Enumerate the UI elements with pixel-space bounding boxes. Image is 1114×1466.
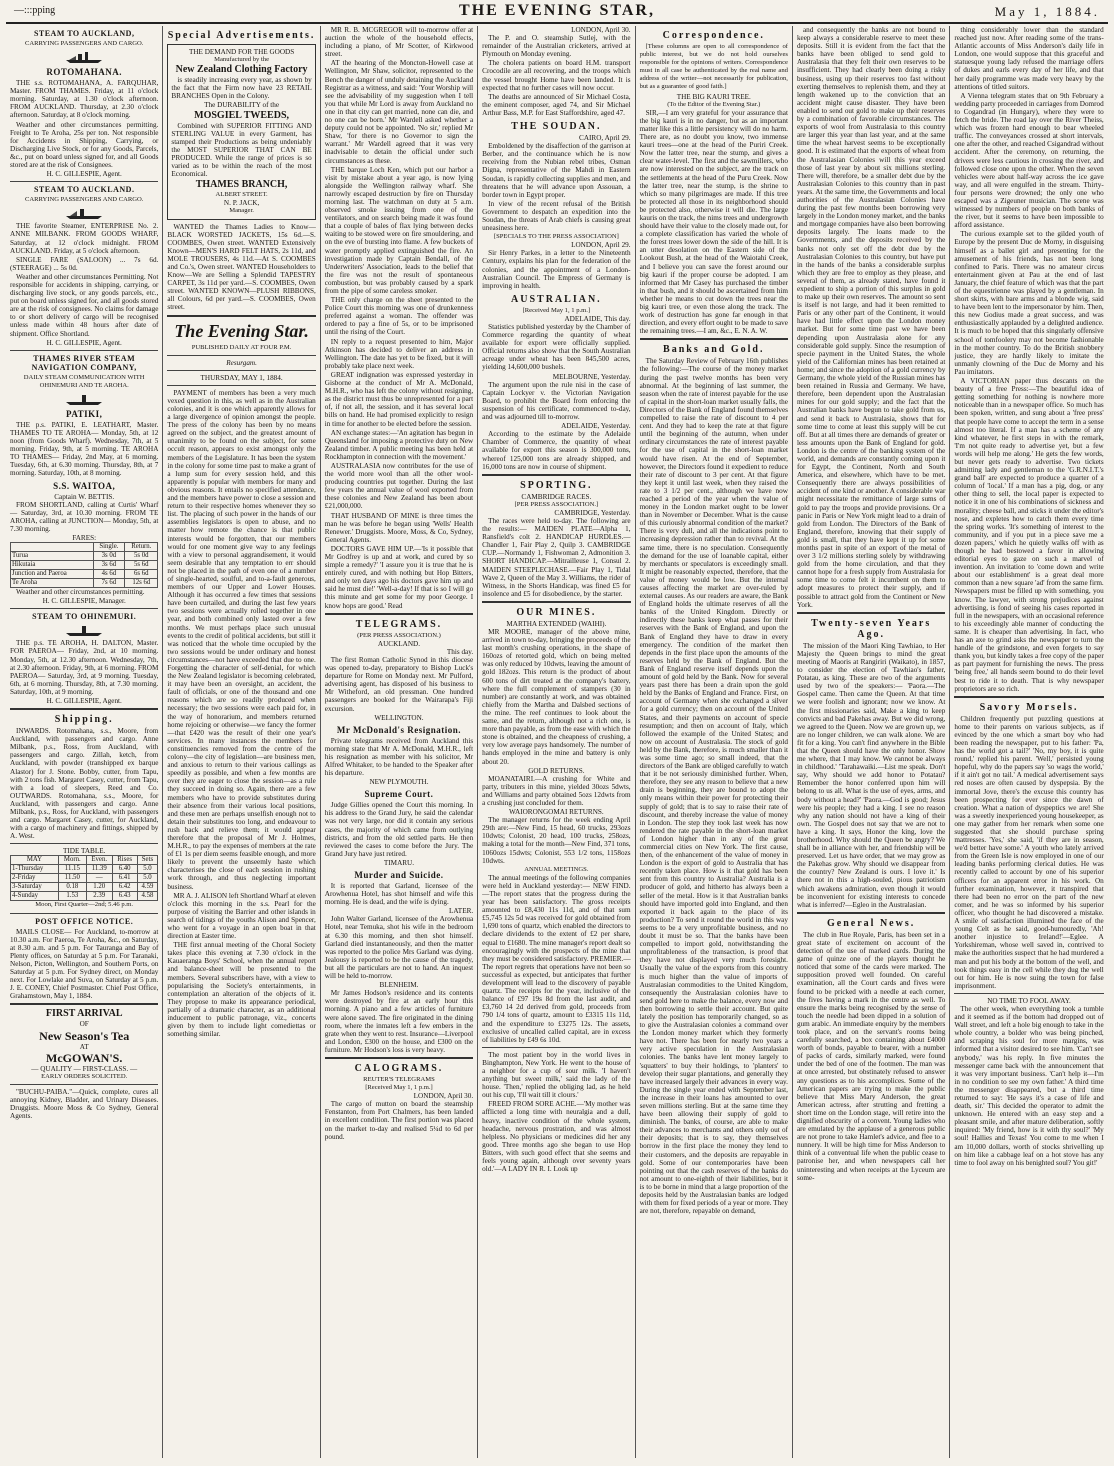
news-paragraph: FREED FROM SORE ACHE.—'My mother was afflicted a long time with neuralgia and a dull, heavy, inactive condition of the whole system, headache, nervous prostration, and was almost helpless. No physicians or medicines did her any good. Three months ago she began to use Hop Bitters, with such good effect that she seems and feels young again, although over seventy years old.'—A LADY IN R. I. Look up bbox=[482, 1100, 631, 1174]
table-row bbox=[11, 874, 158, 883]
mosgiel-text: Combined with SUPERIOR FITTING AND STERLING VALUE in every Garment, has stamped their Productions as being undeniably the MOST SUPERIOR THAT CAN BE PRODUCED. While the range of prices is so varied as to be within the reach of the most Economical. bbox=[171, 121, 312, 179]
tide-header-cell: Even. bbox=[86, 856, 112, 865]
twenty-seven-years-heading: Twenty-seven Years Ago. bbox=[811, 617, 932, 640]
table-cell: Junction and Paeroa bbox=[11, 570, 94, 579]
annual-meetings: ANNUAL MEETINGS. bbox=[524, 865, 589, 873]
specials-line: [SPECIALS TO THE PRESS ASSOCIATION] bbox=[493, 233, 619, 241]
published-line: PUBLISHED DAILY AT FOUR P.M. bbox=[191, 343, 292, 351]
table-cell: Te Aroha bbox=[11, 579, 94, 588]
s2-note: Weather and other circumstances Permitting. Not responsible for accidents in shipping, carrying, or discharging live stock, or any goods parcels, etc., put on board unless signed for, and all goods stored are at the risk of consignees. No claims for damage to or short delivery of cargo will be recognised unless made within 48 hours after date of shipment. Office Shortland. bbox=[10, 272, 159, 338]
article-text: A VICTORIAN paper thus descants on the beauty of a free Press:—The beautiful idea of getting something for nothing is nowhere more noticeable than in a newspaper office. So much has been spoken, written, and sung about a 'free press' that people have come to accept the term in a sense almost too literal. If a man has a scheme of any kind whatever, he first steps in with the remark, 'I'm not quite ready to advertise yet, but a few words will help me along.' He gets the few words, but never gets ready to advertise. Two tickets admitting lady and gentleman to the 'G.R.N.I.T.'s grand ball' are expected to produce a quarter of a column of 'local.' If a man has a pig, dog, or any other thing to sell, the local paper is expected to notice it in one of his combinations of sickness and morality; cheese ball, and sticks it under the editor's nose, and expletes how to catch them every time the spring works. 'It's something of interest to the community, and if you put in a piece save me a dozen papers,' which he quietly walks off with as though he had bestowed a favor in allowing editorial eyes to gaze on such a marvel of invention. An invitation to 'come down and write about our establishment' is a great deal more common than a new square 'ad' from the same firm. Newspapers must be filled up with something, you know. The lawyer, with strong prejudices against advertising, is fond of seeing his cases reported in full in the newspapers, with an occasional reference to his exceedingly able manner of conducting the same. It is cheaper than advertising. In fact, who has an axe to grind asks the newspaper to turn the handle of the grindstone, and even forgets to say thank you, but kindly takes a free copy of the paper as part payment for furnishing the news. The press 'being free,' all hands seem bound to do their level best to ride it to death. That is why newspaper proprietors are so rich. bbox=[954, 377, 1104, 693]
table-cell: 1.20 bbox=[86, 883, 112, 892]
table-cell: 2-Friday bbox=[11, 874, 59, 883]
table-cell: 11.50 bbox=[58, 874, 86, 883]
tide-header-row bbox=[11, 856, 158, 865]
table-cell: 3s 0d bbox=[93, 552, 125, 561]
table-cell: 4.58 bbox=[137, 892, 158, 901]
divider bbox=[954, 696, 1103, 698]
masthead bbox=[0, 0, 1114, 22]
mine-report: The annual meetings of the following companies were held in Auckland yesterday:— NEW FIND.—The report states that the progress during the year has been satisfactory. The gross receipts amounted to £8,430 11s 11d, and of that sum £5,745 12s 5d was received for gold obtained from 1,690 tons of quartz, which enabled the directors to declare dividends to the extent of £2 per share, equal to £1680. The mine manager's report dealt so encouragingly with the prospects of the mine that they must be considered satisfactory. PREMIER.—The report regrets that operations have not been so successful as expected, but anticipates that further development will lead to the discovery of payable quartz. The receipts for the year, inclusive of the balance of £97 19s 8d from the last audit, and £3,760 14 2d derived from gold, proceeds from 790 1/4 tons of quartz, amount to £3315 11s 11d, and the expenditure to £3275 12s. The assets, exclusive of uncalled called capital, are in excess of liabilities by £49 6s 10d. bbox=[482, 873, 631, 1044]
press-association: (PER PRESS ASSOCIATION.) bbox=[357, 631, 441, 639]
received-line: [Received May 1, 1 p.m.] bbox=[522, 306, 591, 314]
tide-header-cell: Rises bbox=[112, 856, 137, 865]
divider bbox=[10, 608, 158, 609]
news-paragraph: Sir Henry Parkes, in a letter to the Nineteenth Century, explains his plan for the federation of the colonies, and the appointment of a London-Australian Council. The Empress of Germany is improving in health. bbox=[482, 249, 631, 290]
moon-phase: Moon, First Quarter—2nd; 5.46 p.m. bbox=[35, 901, 134, 909]
table-cell: 6.40 bbox=[112, 865, 137, 874]
tea-ad-line3: New Season's Tea bbox=[39, 1028, 130, 1043]
table-cell: 5s 6d bbox=[125, 561, 158, 570]
table-cell: 6.41 bbox=[112, 874, 137, 883]
gold-returns: GOLD RETURNS. bbox=[528, 766, 585, 775]
manufactured-line: Manufactured by the bbox=[214, 56, 270, 64]
table-cell: 4-Sunday bbox=[11, 892, 59, 901]
telegram-text: Judge Gillies opened the Court this morning. In his address to the Grand Jury, he said the calendar was not very large, nor did it contain any serious cases, the majority of which came from outlying districts, and from the old settled parts. He then reviewed the cases to come before the Jury. The Grand Jury have just retired. bbox=[324, 801, 474, 858]
steamship-icon bbox=[64, 392, 104, 406]
banks-gold-heading: Banks and Gold. bbox=[663, 344, 765, 356]
dateline-blenheim: BLENHEIM. bbox=[379, 981, 419, 990]
dateline-cambridge: CAMBRIDGE, Yesterday. bbox=[554, 508, 631, 517]
divider bbox=[325, 1057, 473, 1059]
news-paragraph: The P. and O. steamship Sutlej, with the remainder of the Australian cricketers, arrived at Plymouth on Monday evening. bbox=[482, 34, 631, 59]
masthead-date: May 1, 1884. bbox=[994, 4, 1100, 19]
article-text: The other week, when everything took a tumble and it seemed as if the bottom had dropped out of Wall street, and left a hole big enough to take in the whole country, a bolder who was being pinched, and scraping his soul for more margins, was informed that a visitor desired to see him. 'Can't see anybody,' was his reply. In five minutes the messenger came back with the announcement that it was very important business. 'Can't help it—I'm in no condition to see my own father.' A third time the messenger disappeared, but a third time returned to say: 'He says it's a case of life and death, sir.' This decided the operator to admit the unknown. He entered with an easy step and a pleasant smile, and after mature deliberation, softly inquired: 'My friend, how is it with thy soul?' 'My soul! Hallies and Texas! You come to me when I am 10,000 dollars, worth of stocks shrivelling up on him like a cabbage leaf on a hot stove has any time to fool away on his benighted soul? You git!' bbox=[954, 1004, 1104, 1167]
table-cell: 3-Saturday bbox=[11, 883, 59, 892]
table-cell: 0.18 bbox=[58, 883, 86, 892]
dateline-london: LONDON, April 29. bbox=[571, 241, 631, 250]
this-day: This day. bbox=[446, 647, 474, 656]
dateline-adelaide: ADELAIDE, This day. bbox=[564, 314, 631, 323]
table-cell: 6s 6d bbox=[125, 570, 158, 579]
table-cell: 5s 0d bbox=[125, 552, 158, 561]
s3-agent: H. C. GILLESPIE, Manager. bbox=[42, 597, 126, 606]
column-2 bbox=[163, 26, 320, 1458]
telegram-text: Private telegrams received from Auckland this morning state that Mr A. McDonald, M.H.R., left his resignation as member with his solicitor, Mr Alfred Whitaker, to be handed to the Speaker after his departure. bbox=[324, 736, 474, 778]
resurgam-motto: Resurgam. bbox=[226, 358, 257, 367]
tea-ad-line6: — QUALITY — FIRST-CLASS. — bbox=[31, 1064, 138, 1073]
alison-paragraph: MR A. J. ALISON left Shortland Wharf at eleven o'clock this morning in the s.s. Pearl for the purpose of visiting the Barrier and other islands in search of tidings of the youths Alison and Spencer, who went for a voyage in an open boat in that direction at Easter time. bbox=[167, 891, 316, 941]
telegrams-heading: TELEGRAMS. bbox=[355, 618, 443, 630]
dateline-timaru: TIMARU. bbox=[383, 858, 415, 867]
dateline-new-plymouth: NEW PLYMOUTH. bbox=[369, 778, 429, 787]
article-text: The curious example set to the gilded youth of Europe by the present Duc de Morny, in disguising himself as a ballet girl and presenting for the amusement of his friends, has not been long confined to Paris. There was no amateur circus entertainment given at Pau at the end of last January, the chief feature of which was that the part of the equestrienne was played by a gentleman. In short skirts, with bare arms and a blonde wig, said to have been lent to the impersonator by him. Then, this new Godius made a great success, and was enthusiastically applauded by a delighted audience. It is much to be hoped that this singularly offensive school of tomfoolery may not become fashionable in the mother country. To do the British snobbery justice, they are hardly likely to imitate the unmanly clowning of the Duc de Morny and his Pau imitators. bbox=[954, 230, 1104, 376]
s3-schedule2: FROM SHORTLAND, calling at Curtis' Wharf— Saturday, 3rd, at 10.30 morning. FROM TE AROHA, calling at JUNCTION— Monday, 5th, at 7.30 morning. bbox=[10, 500, 159, 533]
divider bbox=[954, 993, 1103, 994]
choral-paragraph: THE first annual meeting of the Choral Society takes place this evening at 7.30 o'clock in the Kauaeranga Boys' School, when the annual report and balance-sheet will be presented to the members. Several subscribers have, with a view to popularising the Society's entertainments, in contemplation an alteration of the objects of it. They propose to make its appearance periodical, partially of a dramatic character, as an additional inducement to public patronage, viz., concerts given by them to include light comediettas or something similar. bbox=[167, 941, 316, 1039]
correspondence-note: [These columns are open to all correspondence of public interest, but we do not hold ourselves responsible for the opinions of writers. Correspondence must in all case be authenticated by the real name and address of the writer—not necessarily for publication, but as a guarantee of good faith.] bbox=[639, 43, 788, 91]
news-paragraph: DOCTORS GAVE HIM UP.—'Is it possible that Mr Godfrey is up and at work, and cured by so simple a remedy?' 'I assure you it is true that he is entirely cured, and with nothing but Hop Bitters, and only ten days ago his doctors gave him up and said he must die!' 'Well-a-day! If that is so I will go this minute and get some for my poor George. I know hops are good.' Read bbox=[324, 544, 474, 610]
news-paragraph: AN exchange states:—'An agitation has begun in Queensland for imposing a protective duty on New Zealand timber. A public meeting has been held at Rockhampton in connection with the movement.' bbox=[324, 428, 474, 461]
news-paragraph: Emboldened by the disaffection of the garrison at Berber, and the continuance which he is now receiving from the Nubian rebel tribes, Osman Digna, representative of the Mahdi in Eastern Soudan, is rapidly collecting supplies and men, and threatens that he will advance upon Assouan, a border town in Egypt proper. bbox=[482, 142, 631, 199]
divider bbox=[167, 315, 315, 317]
evening-star-title: The Evening Star. bbox=[174, 320, 309, 341]
correspondence-heading: Correspondence. bbox=[662, 30, 765, 41]
news-paragraph: Statistics published yesterday by the Chamber of Commerce regarding the quantity of wheat available for export were officially supplied. Official returns also show that the South Australian acreage under wheat has been 845,500 acres, yielding 14,600,000 bushels. bbox=[482, 323, 631, 372]
divider bbox=[167, 370, 315, 371]
divider bbox=[10, 913, 158, 914]
dateline-auckland: AUCKLAND. bbox=[377, 639, 421, 648]
fares-header-cell: Single. bbox=[93, 543, 125, 552]
table-cell: Hikutaia bbox=[11, 561, 94, 570]
s1-subheading: CARRYING PASSENGERS AND CARGO. bbox=[24, 40, 144, 47]
divider bbox=[10, 181, 158, 182]
telegram-text: Mr James Hodson's residence and its contents were destroyed by fire at an early hour this morning. A piano and a few articles of furniture were alone saved. The fire originated in the dining room, where the inmates left a few embers in the grate when they went to rest. Insurance—Liverpool and London, £300 on the house, and £300 on the furniture. Mr Hodson's loss is very heavy. bbox=[324, 989, 474, 1054]
s3-heading: THAMES RIVER STEAM NAVIGATION COMPANY, bbox=[31, 353, 137, 372]
news-paragraph: THAT HUSBAND OF MINE is three times the man he was before he began using 'Wells' Health Renewer.' Druggists. Moore, Moss, & Co, Sydney, General Agents. bbox=[324, 511, 474, 544]
table-row bbox=[11, 892, 158, 901]
article-text: The mission of the Maori King Tawhiao, to Her Majesty the Queen brings to mind the great meeting of Maoris at Rangiriri (Waikato), in 1857, to consider the election of Tawhiao's father, Potatau, as king. These are two of the arguments used by two of the speakers:— 'Paora.—The Gospel came. Then came the Queen. At that time we were foolish and ignorant; now we know. At the first missionaries said, Make a king to keep convicts and bad Pakehas away. But we did wrong, we agreed to the Queen. Now we are grown up, we are no longer children, we can walk alone. We are fit for a king. You can't find anywhere in the Bible that the Queen should have the only honor. Show me where, that I may know. We cannot be always in childhood.' 'Tarahawaiki.—List me speak. Don't say, Why should we add honor to Potatau? Remember the honor conferred upon him will belong to us all. What is the use of eyes, arms, and body without a head?' 'Paora.—God is good; Jesus were his people; they had a king. I see no reason why any nation should not have a king of their own. The Gospel does not say that we are not to have a king. It says, Honor the king, love the brotherhood. Why should the Queen be angry? We shall be in alliance with her, and friendship will be preserved. Let us have order, that we may grow as the Pakehas grow. Why should we disappear from the country? New Zealand is ours. I love it.' Is there not in this a high-souled, pious patriotism which awakens admiration, even though it would be inconvenient for existing interests to concede what is inferred?—Egleo in the Australasian. bbox=[796, 641, 946, 909]
table-cell: 1.53 bbox=[58, 892, 86, 901]
article-text: Children frequently put puzzling questions at home to their parents on various subjects, as if evinced by the one which a smart boy who had been reading the newspaper, put to his father: 'Pa, has the world got a tail?' 'No, my boy, it is quite round,' replied his parent. 'Well,' persisted young hopeful, why do the papers say 'so wags the world,' if it ain't got no tail.' A medical advertisement says red noses are often caused by dyspepsia. By the immortal Jove, there's the excuse this country has been prospecting for ever since the dawn of creation. What a nation of dyspeptics we are! She was a sweetly inexperienced young housekeeper, as one may gather from her remark when some one suggested that she should purchase spring mattresses. 'Yes,' she said, 'if they are in season, we'd better have some.' A youth who lately arrived from the Green Isle is now employed in one of our leading banks performing clerical duties. He was recently called to account by one of his superior officers for an apparent error in his work. On further examination, however, it transpired that there had been no error on the part of the new comer, and he was so informed by his superior officer, who thought he had discovered a mistake. A smile of satisfaction illumined the face of the young Celt as he said, good-humouredly, 'Ah! another injustice to Ireland!'—Eglee. A Yorkshireman, whose well saved in, contrived to make the authorities suspect that he had murdered a man and put his body at the bottom of the well, and took things easy in the cell while they dug the well out for him. He is now suing the town for false imprisonment. bbox=[954, 714, 1104, 990]
divider bbox=[482, 474, 630, 476]
news-paragraph: The deaths are announced of Sir Michael Costa, the eminent composer, aged 74, and Sir Michael Arthur Bass, M.P. for East Staffordshire, aged 47. bbox=[482, 92, 631, 117]
column-4 bbox=[478, 26, 635, 1458]
cablegram-text: The cargo of mutton on board the steamship Fenstanton, from Port Chalmers, has been landed in excellent condition. The first portion was placed on the market to-day and realised 5¼d to 6d per pound. bbox=[324, 1100, 474, 1141]
dateline-adelaide: ADELAIDE, Yesterday. bbox=[561, 422, 631, 431]
calograms-heading: CALOGRAMS. bbox=[354, 1062, 444, 1074]
post-office-notice: MAILS CLOSE— For Auckland, to-morrow at 10.30 a.m. For Paeroa, Te Aroha, &c., on Saturday, at 8.30 a.m. and 5 p.m. For Tauranga and Bay of Plenty offices, on Saturday at 5 p.m. For Taranaki, Nelson, Picton, Wellington, and Southern Ports, on Saturday at 5 p.m. For Sydney direct, on Monday next. For Lowlake and Suva, on Saturday at 5 p.m. J. E. CONEY, Chief Postmaster. Chief Post Office, Grahamstown, May 1, 1884. bbox=[10, 927, 159, 1001]
divider bbox=[10, 708, 158, 710]
s3-schedule: THE p.s. PATIKI, E. LEATHART, Master. THAMES TO TE AROHA— Monday, 5th, at 12 noon (from Goods Wharf). Wednesday, 7th, at 5 morning. Friday, 9th, at 5 morning. TE AROHA TO THAMES— Friday, 2nd May, at 6 morning. Tuesday, 6th, at 6.30 morning. Thursday, 8th, at 7 morning. Saturday, 10th, at 8 morning. bbox=[10, 420, 159, 478]
our-mines-heading: OUR MINES. bbox=[516, 606, 597, 618]
divider bbox=[482, 601, 630, 603]
page-columns bbox=[6, 26, 1108, 1458]
clothing-factory-ad bbox=[167, 44, 315, 220]
post-office-heading: POST OFFICE NOTICE. bbox=[35, 916, 134, 926]
s3-note: Weather and other circumstances permitting. bbox=[16, 588, 145, 597]
news-paragraph: THE only charge on the sheet presented to the Police Court this morning was one of drunkenness preferred against a woman. The offender was ordered to pay a fine of 5s, or to be imprisoned until the rising of the Court. bbox=[324, 296, 474, 337]
s3-ship2-name: S.S. WAITOA, bbox=[53, 480, 116, 491]
steamship-icon bbox=[64, 623, 104, 637]
branch-address: ALBERT STREET. bbox=[215, 191, 268, 199]
tide-header-cell: MAY bbox=[11, 856, 59, 865]
column-3 bbox=[321, 26, 478, 1458]
table-cell: 3s 6d bbox=[93, 561, 125, 570]
telegram-text: John Walter Garland, licensee of the Arowhenua Hotel, near Temuka, shot his wife in the bedroom at 6.30 this morning, and then shot himself. Garland died instantaneously, and then the matter was reported to the police Mrs Garland was dying. Jealousy is reported to be the cause of the tragedy, but all the particulars are not to hand. An inquest will be held to-morrow. bbox=[324, 915, 474, 981]
table-cell: Turua bbox=[11, 552, 94, 561]
table-cell: 11.39 bbox=[86, 865, 112, 874]
soudan-heading: THE SOUDAN. bbox=[511, 121, 602, 133]
dateline-london: LONDON, April 30. bbox=[413, 1092, 474, 1101]
s4-schedule: THE p.s. TE AROHA, H. DALTON, Master. FOR PAEROA— Friday, 2nd, at 10 morning. Monday, 5th, at 12.30 afternoon. Wednesday, 7th, at 2.30 afternoon. Friday, 9th, at 6 morning. FROM PAEROA— Saturday, 3rd, at 9 morning. Tuesday, 6th, at 6 morning. Thursday, 8th, at 7.30 morning. Saturday, 10th, at 9 morning. bbox=[10, 639, 159, 696]
divider bbox=[482, 1047, 630, 1048]
table-row bbox=[11, 570, 158, 579]
news-paragraph: IN reply to a request presented to him, Major Atkinson has decided to deliver an address in Wellington. The date has yet to be fixed, but it will probably take place next week. bbox=[324, 337, 474, 370]
table-cell: 1-Thursday bbox=[11, 865, 59, 874]
savory-morsels-heading: Savory Morsels. bbox=[979, 701, 1079, 713]
table-row bbox=[11, 579, 158, 588]
received-line: [Received May 1, 1 p.m.] bbox=[365, 1084, 433, 1092]
nz-clothing-factory: New Zealand Clothing Factory bbox=[175, 64, 308, 76]
waiorongomai-returns: WAIORONGOMAI RETURNS. bbox=[509, 808, 604, 817]
mine-report: MR MOORE, manager of the above mine, arrived in town to-day, bringing the proceeds of the last month's crushing operations, in the shape of 160ozs of retorted gold, which on being melted was only reduced by 10dwts, leaving the amount of gold 182ozs. This return is the product of about 600 tons of dirt treated at the company's battery, where the full complement of stampers (30 in number) are constantly at work, and was obtained chiefly from the Martha and Dalsbed sections of the mine. The reef continues to look about the same, and the return, although not a rich one, is more than payable, as from the ease with which the stone is obtained, and the cheapness of crushing, a very low average pays handsomely. The number of hands employed in the mine and battery is only about 20. bbox=[482, 628, 631, 766]
news-paragraph: The argument upon the rule nisi in the case of Captain Lockyer v. the Victorian Navigation Board, to prohibit the Board from enforcing the suspension of his certificate, commenced to-day, and was adjourned till to-morrow. bbox=[482, 380, 631, 422]
s4-heading: STEAM TO OHINEMURI. bbox=[32, 612, 137, 622]
divider bbox=[10, 843, 158, 844]
race-results: The races were held to-day. The following are the results:— MAIDEN PLATE—Alpha 1, Ransfield's colt 2. HANDICAP HURDLES.—Chandler 1, Fair Play 2, Quilp 3. CAMBRIDGE CUP.—Normandy 1, Fishwoman 2, Admonition 3. SHORT HANDICAP.—Mitrailleuse 1, Consul 2. MAIDEN STEEPLECHASE.—Fair Play 1, Tidal Wave 2, Queen of the May 3. Williams, the rider of Witness, in the Shorts Handicap, was fined £5 for insolence and £5 for disobedience, by the starter. bbox=[482, 516, 631, 598]
column-7 bbox=[950, 26, 1107, 1458]
steamship-icon bbox=[64, 206, 104, 220]
branch-role: Manager. bbox=[229, 207, 254, 215]
column-1 bbox=[6, 26, 163, 1458]
fares-header-row bbox=[11, 543, 158, 552]
mine-report: The manager returns for the week ending April 29th are:—New Find, 15 head, 60 trucks, 293ozs 10dwts; Colonist, 20 head, 100 trucks, 258ozs, making a total for the month—New Find, 371 tons, 1060ozs 15dwts; Colonist, 553 1/2 tons, 1158ozs 10dwts. bbox=[482, 816, 631, 865]
table-cell: 4s 6d bbox=[93, 570, 125, 579]
news-paragraph: In view of the recent refusal of the British Government to despatch an expedition into the Soudan, the threats of Arab chiefs is causing great uneasiness here. bbox=[482, 199, 631, 233]
later-label: LATER. bbox=[449, 907, 474, 916]
article-text: A Vienna telegram states that on 9th February a wedding party proceeded in carriages from Domrod to Cogandrad (in Hungary), where they were to fetch the bride. The road lay over the River Theiss, which was frozen hard enough to bear wheeled traffic. The conveyances crossed at short intervals, one after the other, and reached Csigandrad without accident. After the ceremony, on returning, the drivers were less cautious in crossing the river, and followed close one upon the other. When the seven vehicles were about half-way across the ice gave way, and all were engulfed in the stream. Thirty-four persons were drowned; the only one who escaped was a Zigeuner musician. The scene was witnessed by numbers of people on both banks of the river, but it seems to have been impossible to afford assistance. bbox=[954, 91, 1104, 230]
s3-subheading: DAILY STEAM COMMUNICATION WITH OHINEMURI AND TE AROHA. bbox=[23, 373, 145, 389]
news-paragraph: MR R. B. MCGREGOR will to-morrow offer at auction the whole of the household effects, including a piano, of Mr Scotter, of Kirkwood street. bbox=[324, 26, 474, 59]
reuters-line: REUTER'S TELEGRAMS bbox=[363, 1075, 435, 1083]
divider bbox=[325, 613, 473, 615]
fares-table bbox=[10, 542, 158, 588]
tea-ad-line2: OF bbox=[79, 1020, 89, 1029]
newspaper-title: THE EVENING STAR, bbox=[459, 2, 655, 19]
s4-agent: H. C. GILLESPIE, Agent. bbox=[46, 696, 122, 705]
news-paragraph: THE barque Loch Ken, which put our harbor a visit by mistake about a year ago, is now lying alongside the Wellington railway wharf. She narrowly escaped destruction by fire on Thursday morning last. The watchman on duty at 5 a.m. observed smoke issuing from one of the ventilators, and on search being made it was found that a couple of bales of flax lying between decks waiting to be stowed were on fire smouldering, and on the eve of bursting into flame. A few buckets of water promptly applied extinguished the fire. An investigation made by Captain Bendall, of the Underwriters' Association, leads to the belief that the fire was not the result of spontaneous combustion, but was probably caused by a spark from the pipe of some careless smoker. bbox=[324, 165, 474, 295]
australian-heading: AUSTRALIAN. bbox=[511, 293, 602, 305]
divider bbox=[10, 1084, 158, 1085]
tide-title: TIDE TABLE. bbox=[62, 847, 106, 856]
news-paragraph: AUSTRALASIA now contributes for the use of the world more wool than all the other wool-producing countries put together. During the last few years the annual value of wool exported from these colonies and New Zealand has been about £21,000,000. bbox=[324, 461, 474, 511]
s1-agent: H. C. GILLESPIE, Agent. bbox=[46, 170, 122, 179]
dateline-wellington: WELLINGTON. bbox=[374, 713, 424, 722]
editorial-dateline: THURSDAY, MAY 1, 1884. bbox=[200, 373, 283, 382]
divider bbox=[10, 350, 158, 351]
editorial-text: PAYMENT of members has been a very much vexed question in this, as well as in the Australian colonies, and it is one which apparently allows for a large divergence of opinion amongst the people. The press of the colony has been by no means agreed on the subject, and the greatest amount of unanimity to be found on the subject, for some occult reason, appears to exist amongst only the members of the Legislature. It has been the system in the colony for some time past to make a grant of a lump sum for every session held, and this apparently is popular with members for many and obvious reasons. It entails no specified attendance, and the members have power to close a session and return to their respective homes whenever they so list. The placing of such power in the hands of our assemblies legislators is open to abuse, and no matter how remote the chance is that public interests would be forgotten, that our members would for one moment give way to any feelings with a view to personal aggrandisement, it would seem desirable that any temptation to err should not be placed in the path of even one of a number of single-hearted, soulful, and to-a-fault generous, members of our Upper and Lower Houses. Although it has occurred a few times that sessions have been curtailed, and during the last few years two sessions were actually rolled together in one year, and both combined only lasted over a few months. We must perhaps place such unusual events to the credit of political accidents, but still it was noticed that the whole time occupied by the two sessions would be under ordinary and honest circumstances—not have exceeded that due to one. Forgetting the character of self-denial, for which the New Zealand legislator is becoming celebrated, it may have been an oversight, an accident, the fault of officials, or one of the thousand and one reasons which are so readily produced when necessary; the two sessions were each paid for, in the way of honorarium, and members returned home rejoicing or otherwise—we fancy the former—that £420 was the result of their one year's services. In many instances the members for constituencies removed from the centre of the colony—the city of legislation—are business men, and anxious to return to their various callings as speedily as possible, and when a few months are over they are eager to close the session—as a rule they succeed in doing so. Again, there are a few members who have to provide substitutes during their absence from their various local positions, and these men are perhaps unselfish enough not to detain their substitutes too long, and endeavour to rush back and relieve them; it would appear therefore that the proposal of Mr J. Holmes, M.H.R., to pay the expenses of members at the rate of £1 1s per diem seems feasible enough, and more likely to prevent the unseemly haste which characterises the close of each session in rushing work through, and thus neglecting important business. bbox=[167, 388, 316, 891]
tide-table bbox=[10, 855, 158, 901]
mine-report: MOANATAIRI.—A crushing for White and party, tributers in this mine, yielded 30ozs 5dwts, and Williams and party obtained 5ozs 12dwts from a crushing just concluded for them. bbox=[482, 774, 631, 807]
dateline-cairo: CAIRO, April 29. bbox=[579, 134, 631, 143]
mcdonald-heading: Mr McDonald's Resignation. bbox=[336, 724, 462, 735]
shipping-news: INWARDS. Rotomahana, s.s., Moore, from Auckland, with passengers and cargo. Anne Milbank, p.s., Ross, from Auckland, with passengers and cargo. Zillah, ketch, from Auckland, with powder (transhipped ex barque Alastor) for J. Stone. Bobby, cutter, from Tapu, with 2 tons fish. Margaret Casey, cutter, from Tapu, with a load of sleepers, Reed and Co. OUTWARDS. Rotomahana, s.s., Moore, for Auckland, with passengers and cargo. Anne Milbank, p.s., Ross, for Auckland, with passengers and cargo. Margaret Casey, cutter, for Auckland, with a cargo of machinery and fittings, shipped by A. West. bbox=[10, 727, 159, 841]
divider bbox=[640, 338, 788, 340]
table-row bbox=[11, 865, 158, 874]
letter-text: SIR,—I am very grateful for your assurance that the big kauri is in no danger, but as an important matter like this a little persistency will do no harm. There are, as no doubt you know, two immense kauri trees—one at the head of the Puriri Creek. Now the latter tree, near the stump, and gives a clear water-level. The first and the sawmillers, who are now interested on the subject, are the track on the settlements at the head of the Puru Creek. Now the latter tree, near the stump, is the shrine to which so many pilgrimages are made. If this tree be protected all those in its neighborhood should be protected also, otherwise it will die. The large kauris on the track, the nims trees and undergrowth should have their value to the closely made out, for a complete classification has varied the whole of the forest trees lower down the side of the hill. It is an utter desolation on the Eastern side of the Lookout Bush, at the head of the Waiotahi Creek, and I believe you can save the forest around our big kauri if the proper course be adopted. I am informed that Mr Casey has purchased the timber in that bush, and it should be ascertained from him whether he means to cut down the trees near the big kauri tree, or even those along the track. The work of destruction has gone far enough in that direction, and every effort ought to be made to save the remaining trees.—I am, &c., E. N. A. W. bbox=[639, 108, 788, 336]
martha-extended: MARTHA EXTENDED (WAIHI). bbox=[506, 619, 607, 628]
tide-header-cell: Morn. bbox=[58, 856, 86, 865]
s2-subheading: CARRYING PASSENGERS AND CARGO. bbox=[24, 196, 144, 204]
demand-line: THE DEMAND FOR THE GOODS bbox=[188, 48, 295, 56]
masthead-left-heading: —:::pping bbox=[14, 5, 56, 16]
table-row bbox=[11, 883, 158, 892]
s3-captain: Captain W. BETTIS. bbox=[54, 492, 115, 501]
divider bbox=[10, 1003, 158, 1005]
tea-ad-line5: McGOWAN'S. bbox=[46, 1050, 123, 1065]
cambridge-races: CAMBRIDGE RACES. bbox=[521, 492, 592, 501]
tea-ad-line4: AT bbox=[79, 1042, 89, 1051]
article-text: The Saturday Review of February 16th publishes the following:—The course of the money market during the past twelve months has been very abnormal. At the beginning of last summer, the season when the rate of interest payable for the use of capital in the short-loan market usually falls, the Directors of the Bank of England found themselves compelled to raise the rate of discount to 4 per cent. And they had to keep the rate at that figure until the beginning of the autumn, when under ordinary circumstances the rate of interest payable for the use of capital in the short-loan market would have risen. At the end of September, however, the Directors found it expedient to reduce their rate of discount to 3 per cent. At that figure they kept it until last week, when they raised the rate to 3 1/2 per cent., although we have now reached a period of the year when the value of money in the London market ought to be lower than in November or December. What is the cause of this curiously abnormal condition of the market? There is very dull, and all the indications point to increasing depression rather than to revival. At the same time, there is no speculation. Consequently the demand for the use of loanable capital, either by merchants or speculators is exceedingly small. It might be reasonably expected, therefore, that the value of money would be low. But the internal causes affecting the market are over-ruled by external causes. As our readers are aware, the Bank of England holds the ultimate reserves of all the banks of the United Kingdom. Directly or indirectly these banks keep what passes for their reserves with the Bank of England, and upon the Bank of England they have to draw in every emergency. The condition of the market then depends in the first place upon the amounts of the reserves held by the Bank of England. But the Bank of England reserve itself depends upon the amount of gold held by the Bank. Now for several years past there has been a drain upon the gold held by the Banks of England and France. First, on account of Germany when she exchanged a silver for a gold currency; then on account of the United States, and their payments on account of specie resumption; and then on account of Italy, which followed the example of the United States; and now on account of Australasia. The stock of gold held by the Bank, therefore, is much smaller than it was some time ago; so small indeed, that the directors of the Bank are obliged carefully to watch that it be not seriously diminished further. When, therefore, they see any reason to believe that a new drain is beginning, they are bound to adopt the only means within their power for protecting their supply of gold; that is to say to raise their rate of discount, and thereby increase the value of money in London. The step they took last week has now rendered the rate payable in the short-loan market of London higher than in any of the great commercial cities on New York. The first cause, then, of the enhancement of the value of money in London is the export of gold to Australia that has recently taken place. How is it that gold has been sent from this country to Australia? Australia is a producer of gold, and hitherto has always been a seller of the metal. How is it that Australian banks should have imported gold into England, and then exported it back again to the place of its production? To send it round the world in this way seems to be a very unprofitable business, and no doubt it must be so. That the banks have been compelled to import gold, notwithstanding the unprofitableness of the transaction, is proof that they have not displayed very much foresight. Usually the value of the exports from this country is much higher than the value of imports of Australasian commodities to the United Kingdom, consequently the Australasian colonies have to send gold here to make the balance, every now and then borrowing to settle their account. But quite lately the position has temporarily changed, so as to give the Australasian colonies a command over the London money market which they formerly have not. There has been for nearly two years a very active speculation in the Australasian colonies. The banks have lent money largely to 'squatters' to buy their holdings, to 'planters' to develop their sugar plantations, and generally they have increased largely their advances in every way. During the single year ended with September last, the increase in their loans has amounted to over seven millions sterling. But at the same time they have been allowing their supply of gold to diminish. The banks, of course, are able to make their advances to merchants and others only out of their deposits; that is to say, they themselves borrow in the first place the money they lend to their customers, and the deposits are repayable in gold. Some of our contemporaries have been pointing out that the cash reserves of the banks do not amount to one-eighth of their liabilities, but it is to be borne in mind that a large proportion of the deposits held by the Australasian banks are lodged with them for fixed periods of a year or more. They are not, therefore, repayable on demand, bbox=[639, 357, 788, 1216]
telegram-text: The first Roman Catholic Synod in this diocese was opened to-day, preparatory to Bishop Luck's departure for Rome on Monday next. Mr Pulford, advertising agent, has disposed of his business to Mr Witheford, an old pressman. One hundred passengers are booked for the Wairarapa's Fiji excursion. bbox=[324, 655, 474, 713]
news-paragraph: GREAT indignation was expressed yesterday in Gisborne at the conduct of Mr A. McDonald, M.H.R., who has left the colony without resigning, as the district must thus be unrepresented for a part of, if not all, the session, and it has several local bills on hand. He had promised explicitly to resign in time for another to be elected before the session. bbox=[324, 370, 474, 428]
table-row bbox=[11, 561, 158, 570]
sporting-heading: SPORTING. bbox=[520, 479, 593, 491]
mosgiel-tweeds: MOSGIEL TWEEDS, bbox=[194, 109, 290, 121]
no-time-heading: NO TIME TO FOOL AWAY. bbox=[987, 996, 1071, 1005]
table-cell: 5.0 bbox=[137, 865, 158, 874]
nzcf-text: is steadily increasing every year, as shown by the fact that the Firm now have 23 RETAIL BRANCHES Open in the Colony. bbox=[171, 76, 312, 101]
article-text: and consequently the banks are not bound to keep always a considerable reserve to meet these deposits. Still it is evident from the fact that the banks have been obliged to send gold to Australasia that they felt their own reserves to be insufficient. They had clearly been doing a risky business, using up their reserves too fast without exerting themselves to replenish them, and they at length wakened up to the conviction that an accident might cause disaster. They have been enabled to send out gold to make up their reserves by a combination of favorable circumstances. The exports of wool from Australasia to this country are larger this year than last year, and at the same time the wheat harvest seems to be exceptionally good. It is estimated that the exports of wheat from the Australasian Colonies will this year exceed those of last year by about six millions sterling. There will, therefore, be a smaller debt due by the Australasian Colonies to this country than in past years. At the same time, the Governments and local authorities of the Australasian Colonies have during the past few months been borrowing very largely in the London money market, and the banks and mortgage companies have also been borrowing deposits largely. The loans made to the Governments, and the deposits received by the banks not only set off the debt due by the Australasian Colonies to this country, but have put in the hands of the banks a considerable surplus which they are free to employ as they please, and several of them, as already stated, have found it expedient to ship a portion of this surplus in gold to make up their own reserves. The amount so sent is itself is not large, and had it been remitted to Paris or any other part of the Continent, it would have had little effect upon the London money market. But for some time past we have been depending upon Australasia alone for any considerable gold supply. Since the resumption of specie payment in the United States, the whole yield of the Californian mines has been retained at home; and since the adoption of a gold currency by Germany, the whole yield of the Russian mines has been retained in Russia and Germany. We have, therefore, been dependent upon the Australasian mines for our gold supply; and the fact that the Australian banks have begun to take gold from us, and send it back to Australasia, shows that for some time to come at least this supply will be cut off. But at all times there are demands of greater or less amounts upon the Bank of England for gold. London is the centre of the banking system of the world, and demands are constantly coming upon it for Egypt, the Continent, North and South America, and elsewhere, which have to be met. Consequently there are always possibilities of accident of one kind or another. A considerable war might necessitate the remittance of large sums of gold to pay the troops and provide provisions. Or a panic in Paris or New York might lead to a drain of gold from London. The Directors of the Bank of England, therefore, knowing that their supply of gold is small, that they have kept it up for some months past in spite of an export of the metal of over 3 1/2 millions sterling solely by withdrawing gold from the home circulation, and that they cannot hope for a fresh supply from Australasia for some time to come felt it incumbent on them to adopt measures to protect their supply, and if possible to attract gold from the Continent or New York. bbox=[796, 26, 946, 609]
divider bbox=[797, 912, 945, 914]
general-news-heading: General News. bbox=[827, 917, 916, 929]
table-cell: 5.0 bbox=[137, 874, 158, 883]
telegram-text: It is reported that Garland, licensee of the Arowhenua Hotel, has shot himself and wife this morning. He is dead, and the wife is dying. bbox=[324, 882, 474, 907]
thames-branch: THAMES BRANCH, bbox=[195, 179, 288, 191]
table-cell: — bbox=[86, 874, 112, 883]
murder-suicide-heading: Murder and Suicide. bbox=[354, 870, 444, 880]
dateline-london: LONDON, April 30. bbox=[571, 26, 631, 34]
special-ads-heading: Special Advertisements. bbox=[167, 30, 316, 41]
table-cell: 4.59 bbox=[137, 883, 158, 892]
table-cell: 2.39 bbox=[86, 892, 112, 901]
s1-note: Weather and other circumstances permitting. Freight to Te Aroha, 25s per ton. Not responsible for Accidents in Shipping, Carrying, or Discharging Live Stock, or for any Goods, Parcels, &c., put on board unless signed for, and all Goods stored are at the risk of Consignees. bbox=[10, 120, 159, 170]
s1-schedule: THE s.s. ROTOMAHANA, A. FARQUHAR, Master. FROM THAMES. Friday, at 11 o'clock morning. Saturday, at 1.30 o'clock afternoon. FROM AUCKLAND. Thursday, at 2.30 o'clock afternoon. Saturday, at 8 o'clock morning. bbox=[10, 79, 159, 120]
column-6 bbox=[793, 26, 950, 1458]
column-5 bbox=[636, 26, 793, 1458]
branch-manager: N. P. JACK, bbox=[223, 199, 260, 208]
divider bbox=[167, 355, 315, 356]
table-row bbox=[11, 552, 158, 561]
dateline-melbourne: MELBOURNE, Yesterday. bbox=[552, 372, 631, 381]
tide-header-cell: Sets bbox=[137, 856, 158, 865]
s2-agent: H. C. GILLESPIE, Agent. bbox=[46, 338, 122, 347]
tea-ad-line1: FIRST ARRIVAL bbox=[45, 1008, 123, 1020]
buchu-ad: "BUCHU-PAIBA."—Quick, complete, cures all annoying Kidney, Bladder, and Urinary Diseases. Druggists. Moore Moss & Co Sydney, General Agents. bbox=[10, 1087, 159, 1121]
shipping-heading: Shipping. bbox=[54, 714, 114, 726]
s1-ship-name: ROTOMAHANA. bbox=[46, 67, 122, 78]
article-text: thing considerably lower than the standard reached just now. After reading some of the trans-Atlantic accounts of Miss Anderson's daily life in London, one would suppose that this graceful and statuesque young lady refused the marriage offers of dukes and earls every day of her life, and that her daily programme was made very heavy by the attentions of titled suitors. bbox=[954, 26, 1104, 91]
tea-ad-line7: EARLY ORDERS SOLICITED. bbox=[41, 1072, 128, 1080]
table-cell: 12s 6d bbox=[125, 579, 158, 588]
news-paragraph: According to the estimate by the Adelaide Chamber of Commerce, the quantity of wheat available for export this season is 300,000 tons, whereof 125,000 tons are already shipped, and 16,000 tons are now in course of shipment. bbox=[482, 430, 631, 471]
news-paragraph: The cholera patients on board H.M. transport Crocodile are all recovering, and the troops which the vessel brought Home have been landed. It is expected that no further cases will now occur. bbox=[482, 59, 631, 92]
s2-fares: SINGLE FARE (SALOON) ... 7s 6d. (STEERAGE) ... 5s 0d. bbox=[10, 255, 159, 272]
s2-heading: STEAM TO AUCKLAND. bbox=[33, 185, 135, 195]
s3-ship-name: PATIKI, bbox=[65, 408, 103, 419]
s1-heading: STEAM TO AUCKLAND, bbox=[33, 29, 135, 38]
divider bbox=[797, 612, 945, 614]
steamship-icon bbox=[64, 50, 104, 64]
big-kauri-heading: THE BIG KAURI TREE. bbox=[676, 92, 751, 101]
table-cell: 11.15 bbox=[58, 865, 86, 874]
wanted-ads: WANTED the Thames Ladies to Know—BLACK WORSTED JACKETS, 15s 6d.—S. COOMBES, Owen street. WANTED Extensively Known—MEN'S HARD FELT HATS, 2s 11d, and MOLE TROUSERS, 4s 11d.—At S. COOMBES and Co.'s, Owen street. WANTED Householders to Know—We are Selling a Splendid TAPESTRY CARPET, 3s 11d per yard.—S. COOMBES, Owen street. WANTED KNOWN—PLUSH RIBBONS, all Colours, 6d per yard.—S. COOMBES, Owen street. bbox=[167, 222, 316, 312]
s2-schedule: THE favorite Steamer, ENTERPRISE No. 2. ANNE MILBANK. FROM GOODS WHARF, Saturday, at 12 o'clock midnight. FROM AUCKLAND. Friday, at 5 o'clock afternoon. bbox=[10, 222, 159, 255]
fares-header-cell bbox=[11, 543, 94, 552]
supreme-court-heading: Supreme Court. bbox=[364, 789, 434, 800]
press-association: [PER PRESS ASSOCIATION.] bbox=[514, 500, 599, 508]
to-editor-line: (To the Editor of the Evening Star.) bbox=[667, 100, 761, 108]
divider bbox=[167, 385, 315, 386]
fares-title: FARES: bbox=[72, 534, 97, 543]
durability-line: The DURABILITY of the bbox=[204, 101, 280, 110]
masthead-rule bbox=[6, 22, 1108, 24]
article-text: The club in Rue Royale, Paris, has been set in a great state of excitement on account of the detection of the use of marked cards. During the game of quinze one of the players thought he noticed that some of the cards were marked. The supposition proved well founded. On careful examination, all the Court cards and fives were found to be pricked with a needle at each corner, the fives having a mark in the centre as well. To ensure the marks being recognised by the sense of touch the needle had been dipped in a solution of gum arabic. An immediate enquiry by the members took place, and on the servant's rooms being carefully searched, a box containing about £4000 worth of bonds, payable to bearer, with a number of packs of cards, similarly marked, were found under the bed of one of the footmen. The man was at once arrested, but obstinately refused to answer any questions as to his accomplices. Some of the American papers are trying to make the public believe that Miss Mary Anderson, the great American actress, after strutting and fretting a short time on the London stage, will retire into the dignified obscurity of a convent. Young ladies who are emulated by the applause of a generous public are not prone to take Hamlet's advice, and flee to a nunnery. It will be high time for Miss Anderson to think of a conventual life when the public cease to patronise her, and when newspapers call her uninteresting and when receipts at the Lyceum are some- bbox=[796, 930, 946, 1182]
table-cell: 6.43 bbox=[112, 892, 137, 901]
table-cell: 7s 6d bbox=[93, 579, 125, 588]
news-paragraph: AT the hearing of the Moncton-Howell case at Wellington, Mr Shaw, solicitor, represented to the Bench the danger of unduly detaining the Auckland Registrar as a witness, and said: 'Your Worship will see the advisability of my suggestion when I tell you that while Mr Lord is away from Auckland no one in that city can get married, none can die, and no one can be born.' Mr Wardell asked whether a deputy could not be appointed. 'No sir,' replied Mr Shaw, 'for there is no Governor to sign the warrant.' Mr Wardell agreed that it was very inadvisable to detain the official under such circumstances as these. bbox=[324, 59, 474, 165]
news-paragraph: The most patient boy in the world lives in Binghampton, New York. He went to the house of a neighbor for a cup of sour milk. 'I haven't anything but sweet milk,' said the lady of the house. 'Then,' replied the obliging lad, as he held out his cup, 'I'll wait till it clours.' bbox=[482, 1050, 631, 1100]
fares-header-cell: Return. bbox=[125, 543, 158, 552]
table-cell: 6.42 bbox=[112, 883, 137, 892]
